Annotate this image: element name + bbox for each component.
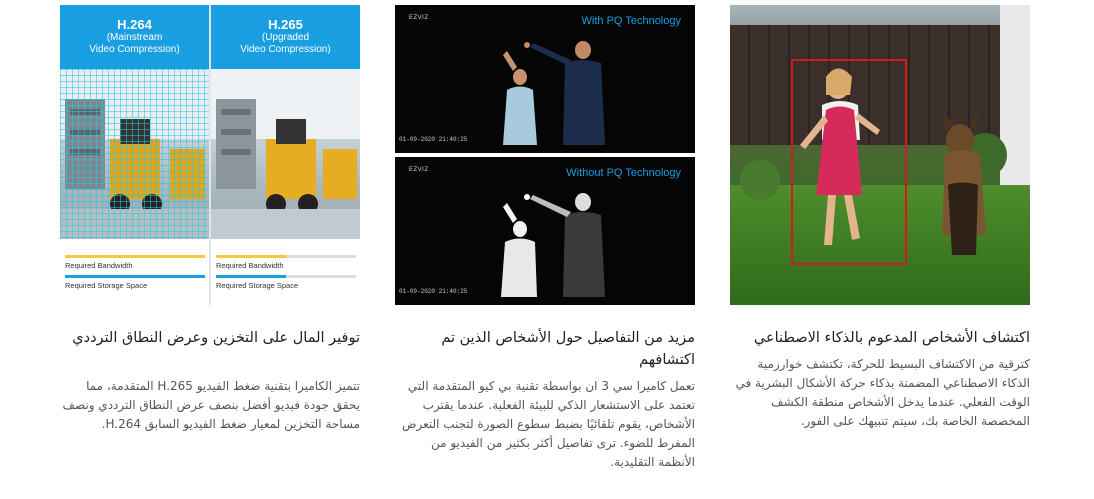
h264-subtitle-1: (Mainstream (106, 32, 163, 43)
h264-storage-bar (65, 275, 205, 278)
h265-header (211, 5, 360, 69)
without-pq-label: Without PQ Technology (566, 167, 681, 179)
h265-column (211, 5, 360, 305)
pq-description: تعمل كاميرا سي 3 ان بواسطة تقنية بي كيو المتقدمة التي تعتمد على الاستشعار الذكي للبيئة الفعلية. عندما يقترب الأشخاص، يقوم تلقائيًا بضبط سطوع الصورة لتجنب التعرض المفرط للضوء. ترى تفاصيل أكثر بكثير من الفيديو من الأنظمة التقليدية. (401, 379, 695, 469)
h265-subtitle-2: Video Compression) (240, 44, 331, 55)
h265-bandwidth-label: Required Bandwidth (216, 261, 284, 270)
dancing-couple-overexposed (395, 157, 695, 305)
h264-storage-label: Required Storage Space (65, 281, 148, 290)
compression-grid-overlay (60, 69, 209, 239)
pq-comparison-image (395, 5, 695, 305)
timestamp-with: 01-09-2020 21:40:25 (399, 136, 468, 143)
h264-subtitle-2: Video Compression) (89, 44, 180, 55)
compression-comparison-image (60, 5, 360, 305)
ai-detection-card (730, 5, 1030, 428)
warehouse-scene-h265 (211, 69, 360, 239)
with-pq-label: With PQ Technology (581, 15, 681, 27)
compression-title: توفير المال على التخزين وعرض النطاق الترددي (72, 330, 360, 346)
compression-description: تتميز الكاميرا بتقنية ضغط الفيديو H.265 المتقدمة، مما يحقق جودة فيديو أفضل بنصف عرض النطاق الترددي ونصف مساحة التخزين لمعيار ضغط الفيديو السابق H.264. (62, 379, 360, 431)
warehouse-scene-h264 (60, 69, 209, 239)
h265-bandwidth-bar (216, 255, 356, 258)
compression-card (60, 5, 360, 431)
ai-detection-image (730, 5, 1030, 305)
with-pq-panel (395, 5, 695, 153)
h264-column (60, 5, 209, 305)
ai-detection-description: كترقية من الاكتشاف البسيط للحركة، تكتشف خوارزمية الذكاء الاصطناعي المضمنة بذكاء حركة الأشكال البشرية في الوقت الفعلي. عندما يدخل الأشخاص منطقة الكشف المخصصة الخاصة بك، سيتم تنبيهك على الفور. (735, 357, 1030, 428)
without-pq-panel (395, 157, 695, 305)
h264-bandwidth-bar (65, 255, 205, 258)
ezviz-logo: EZVIZ (409, 15, 429, 21)
ai-detection-title: اكتشاف الأشخاص المدعوم بالذكاء الاصطناعي (753, 330, 1030, 346)
h264-header (60, 5, 209, 69)
person-detection-box (791, 59, 907, 265)
h264-bandwidth-label: Required Bandwidth (65, 261, 133, 270)
dancing-couple-color (395, 5, 695, 153)
timestamp-without: 01-09-2020 21:40:25 (399, 288, 468, 295)
pq-card (395, 5, 695, 469)
h265-subtitle-1: (Upgraded (261, 32, 310, 43)
ezviz-logo: EZVIZ (409, 167, 429, 173)
pq-title: مزيد من التفاصيل حول الأشخاص الذين تم اكتشافهم (441, 330, 695, 368)
column-divider (209, 5, 211, 305)
h265-storage-bar (216, 275, 356, 278)
h264-title: H.264 (117, 17, 152, 32)
h265-title: H.265 (268, 17, 303, 32)
h265-storage-label: Required Storage Space (216, 281, 299, 290)
